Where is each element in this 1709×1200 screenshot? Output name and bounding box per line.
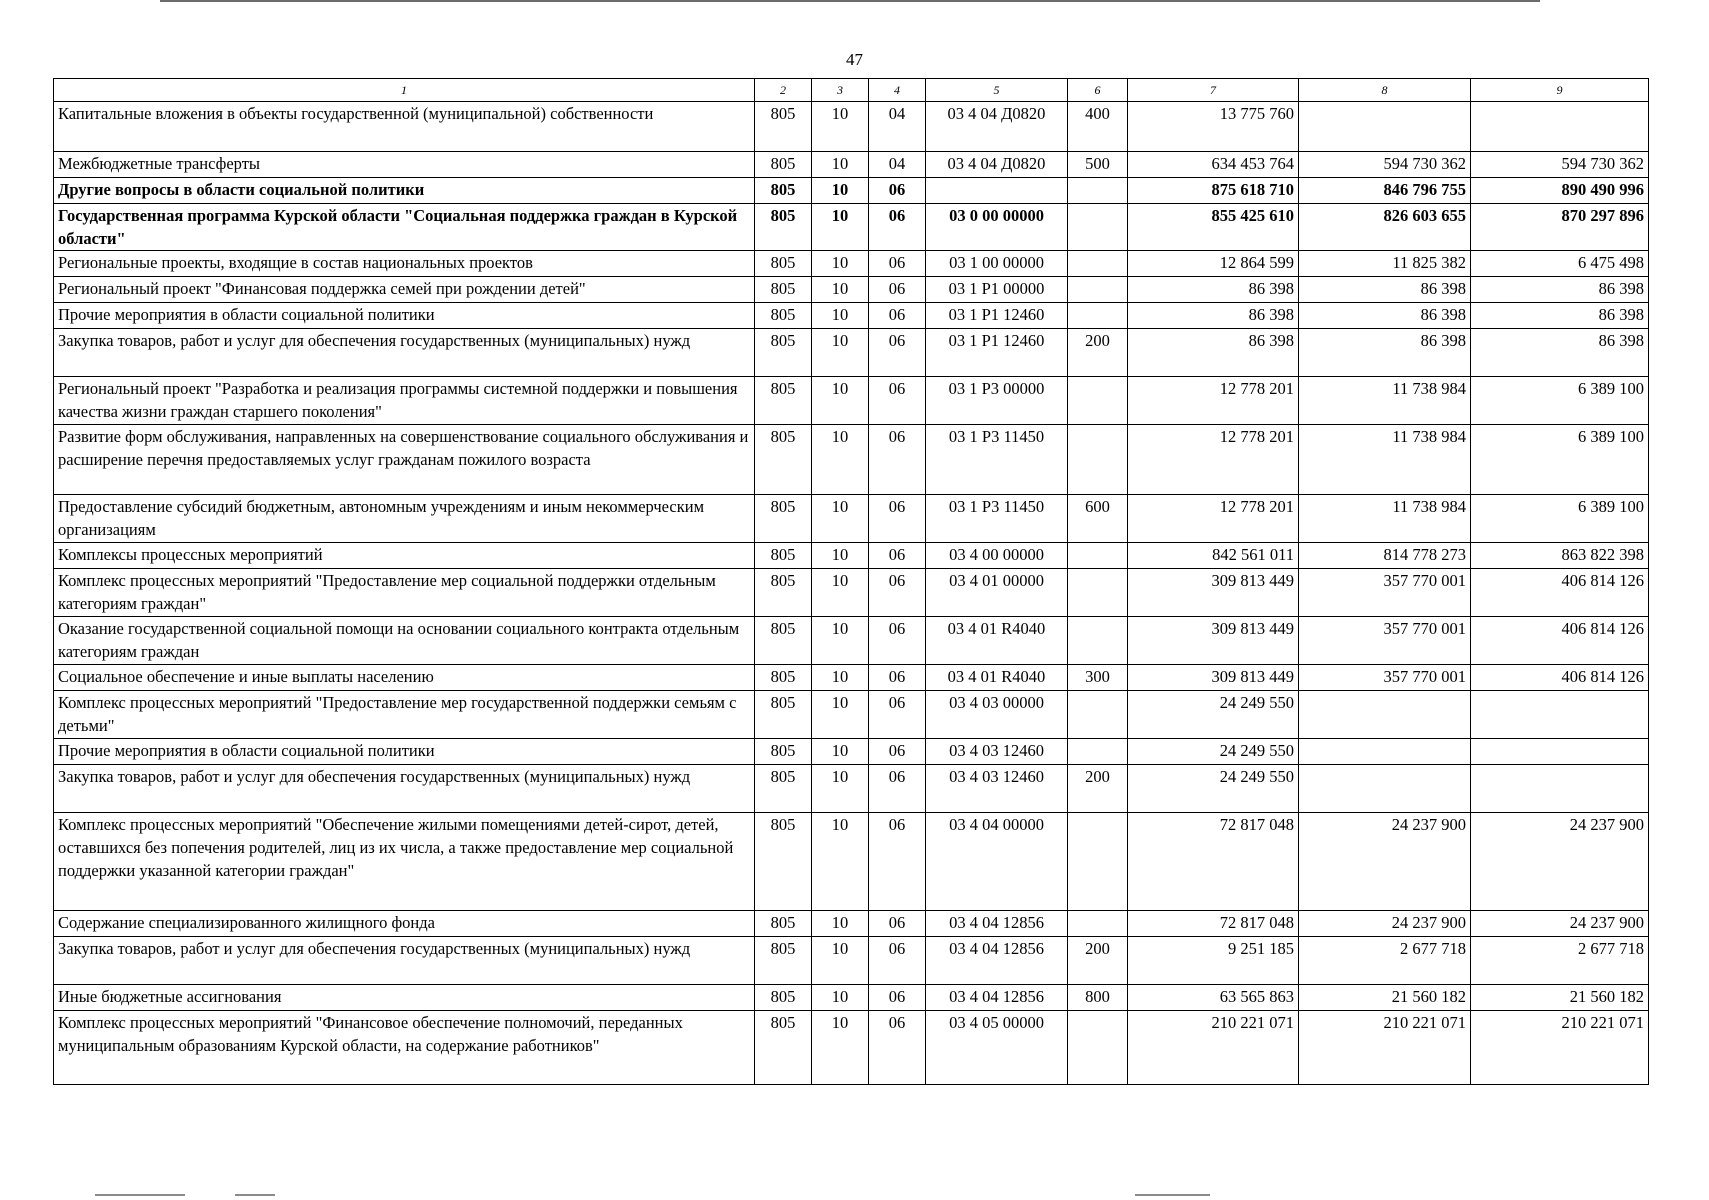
row-code-4: 06 [869, 178, 926, 204]
row-value-9: 406 814 126 [1471, 569, 1649, 617]
row-code-2: 805 [755, 178, 812, 204]
row-code-3: 10 [812, 152, 869, 178]
row-code-5: 03 4 03 12460 [926, 765, 1068, 813]
row-value-8: 86 398 [1299, 329, 1471, 377]
row-code-6: 200 [1068, 937, 1128, 985]
table-row [54, 985, 1649, 1011]
row-code-6 [1068, 911, 1128, 937]
column-header: 9 [1471, 79, 1649, 102]
row-value-8: 357 770 001 [1299, 569, 1471, 617]
row-code-5: 03 4 03 12460 [926, 739, 1068, 765]
table-row [54, 329, 1649, 377]
row-code-5: 03 1 P1 12460 [926, 329, 1068, 377]
row-code-6 [1068, 204, 1128, 251]
table-row [54, 303, 1649, 329]
row-code-3: 10 [812, 425, 869, 495]
row-code-2: 805 [755, 985, 812, 1011]
table-row [54, 617, 1649, 665]
row-name: Прочие мероприятия в области социальной политики [54, 739, 755, 765]
row-code-6 [1068, 303, 1128, 329]
row-name: Иные бюджетные ассигнования [54, 985, 755, 1011]
row-code-3: 10 [812, 303, 869, 329]
row-code-6 [1068, 813, 1128, 911]
row-code-3: 10 [812, 495, 869, 543]
table-row [54, 543, 1649, 569]
row-code-4: 06 [869, 985, 926, 1011]
row-code-5: 03 1 P3 11450 [926, 425, 1068, 495]
row-value-8: 2 677 718 [1299, 937, 1471, 985]
row-value-7: 309 813 449 [1128, 617, 1299, 665]
column-number-row [54, 79, 1649, 102]
row-value-8: 594 730 362 [1299, 152, 1471, 178]
column-header: 2 [755, 79, 812, 102]
row-value-8: 86 398 [1299, 303, 1471, 329]
row-value-7: 24 249 550 [1128, 739, 1299, 765]
row-code-6 [1068, 691, 1128, 739]
row-value-9: 594 730 362 [1471, 152, 1649, 178]
table-row [54, 1011, 1649, 1085]
row-value-9: 6 389 100 [1471, 425, 1649, 495]
row-code-6 [1068, 543, 1128, 569]
row-code-2: 805 [755, 425, 812, 495]
row-code-2: 805 [755, 813, 812, 911]
row-code-6: 300 [1068, 665, 1128, 691]
row-code-3: 10 [812, 377, 869, 425]
row-value-8 [1299, 691, 1471, 739]
table-row [54, 937, 1649, 985]
row-code-4: 06 [869, 1011, 926, 1085]
row-value-7: 72 817 048 [1128, 813, 1299, 911]
row-code-2: 805 [755, 543, 812, 569]
column-header: 1 [54, 79, 755, 102]
row-code-5: 03 4 01 R4040 [926, 617, 1068, 665]
column-header: 4 [869, 79, 926, 102]
row-code-3: 10 [812, 102, 869, 152]
row-code-3: 10 [812, 329, 869, 377]
row-code-2: 805 [755, 739, 812, 765]
row-code-5: 03 4 03 00000 [926, 691, 1068, 739]
page-number: 47 [846, 50, 863, 69]
row-value-8: 21 560 182 [1299, 985, 1471, 1011]
row-code-4: 06 [869, 204, 926, 251]
table-row [54, 495, 1649, 543]
row-code-3: 10 [812, 277, 869, 303]
row-name: Социальное обеспечение и иные выплаты населению [54, 665, 755, 691]
row-code-3: 10 [812, 569, 869, 617]
row-value-7: 12 778 201 [1128, 495, 1299, 543]
row-value-9: 406 814 126 [1471, 665, 1649, 691]
row-code-4: 06 [869, 617, 926, 665]
row-code-5: 03 4 04 Д0820 [926, 102, 1068, 152]
row-value-9: 24 237 900 [1471, 813, 1649, 911]
row-value-7: 210 221 071 [1128, 1011, 1299, 1085]
row-code-2: 805 [755, 329, 812, 377]
row-value-9: 2 677 718 [1471, 937, 1649, 985]
row-name: Предоставление субсидий бюджетным, автономным учреждениям и иным некоммерческим организациям [54, 495, 755, 543]
table-row [54, 739, 1649, 765]
table-row [54, 152, 1649, 178]
row-name: Закупка товаров, работ и услуг для обеспечения государственных (муниципальных) нужд [54, 765, 755, 813]
row-name: Государственная программа Курской области "Социальная поддержка граждан в Курской области" [54, 204, 755, 251]
row-code-5: 03 4 04 12856 [926, 937, 1068, 985]
row-code-5: 03 4 04 12856 [926, 985, 1068, 1011]
row-code-3: 10 [812, 1011, 869, 1085]
row-code-2: 805 [755, 665, 812, 691]
row-code-4: 06 [869, 569, 926, 617]
row-value-8: 210 221 071 [1299, 1011, 1471, 1085]
row-value-8: 11 738 984 [1299, 425, 1471, 495]
row-code-4: 06 [869, 813, 926, 911]
row-value-7: 24 249 550 [1128, 765, 1299, 813]
table-row [54, 813, 1649, 911]
row-value-9: 406 814 126 [1471, 617, 1649, 665]
row-code-2: 805 [755, 152, 812, 178]
row-code-5: 03 1 P3 00000 [926, 377, 1068, 425]
row-value-9 [1471, 739, 1649, 765]
row-value-8: 11 738 984 [1299, 377, 1471, 425]
row-name: Межбюджетные трансферты [54, 152, 755, 178]
row-code-6 [1068, 178, 1128, 204]
table-row [54, 569, 1649, 617]
row-code-2: 805 [755, 1011, 812, 1085]
row-value-7: 9 251 185 [1128, 937, 1299, 985]
row-value-7: 12 778 201 [1128, 377, 1299, 425]
row-value-9: 86 398 [1471, 329, 1649, 377]
row-code-3: 10 [812, 543, 869, 569]
row-code-2: 805 [755, 691, 812, 739]
row-code-2: 805 [755, 765, 812, 813]
row-code-2: 805 [755, 911, 812, 937]
row-code-2: 805 [755, 617, 812, 665]
table-row [54, 665, 1649, 691]
row-code-3: 10 [812, 813, 869, 911]
row-code-5: 03 1 P1 00000 [926, 277, 1068, 303]
column-header: 6 [1068, 79, 1128, 102]
row-code-3: 10 [812, 251, 869, 277]
row-value-7: 875 618 710 [1128, 178, 1299, 204]
row-code-5: 03 1 00 00000 [926, 251, 1068, 277]
row-name: Комплекс процессных мероприятий "Предоставление мер социальной поддержки отдельным категориям граждан" [54, 569, 755, 617]
row-name: Содержание специализированного жилищного фонда [54, 911, 755, 937]
row-name: Региональный проект "Финансовая поддержка семей при рождении детей" [54, 277, 755, 303]
row-value-7: 855 425 610 [1128, 204, 1299, 251]
row-value-8: 826 603 655 [1299, 204, 1471, 251]
row-value-9 [1471, 102, 1649, 152]
row-code-3: 10 [812, 765, 869, 813]
row-code-6: 200 [1068, 329, 1128, 377]
row-value-8: 814 778 273 [1299, 543, 1471, 569]
row-name: Закупка товаров, работ и услуг для обеспечения государственных (муниципальных) нужд [54, 937, 755, 985]
table-row [54, 102, 1649, 152]
row-value-7: 63 565 863 [1128, 985, 1299, 1011]
row-code-3: 10 [812, 617, 869, 665]
row-code-4: 06 [869, 739, 926, 765]
row-value-9 [1471, 691, 1649, 739]
row-value-9: 86 398 [1471, 303, 1649, 329]
row-code-4: 06 [869, 911, 926, 937]
row-code-3: 10 [812, 739, 869, 765]
column-header: 5 [926, 79, 1068, 102]
row-name: Комплекс процессных мероприятий "Финансовое обеспечение полномочий, переданных муниципальным образованиям Курской области, на содержание работников" [54, 1011, 755, 1085]
row-code-2: 805 [755, 937, 812, 985]
row-value-7: 12 778 201 [1128, 425, 1299, 495]
row-name: Прочие мероприятия в области социальной политики [54, 303, 755, 329]
row-code-3: 10 [812, 204, 869, 251]
row-name: Региональные проекты, входящие в состав национальных проектов [54, 251, 755, 277]
row-value-7: 634 453 764 [1128, 152, 1299, 178]
row-code-6 [1068, 277, 1128, 303]
row-code-6: 600 [1068, 495, 1128, 543]
row-code-4: 06 [869, 765, 926, 813]
table-row [54, 425, 1649, 495]
row-code-6 [1068, 251, 1128, 277]
row-value-8: 357 770 001 [1299, 665, 1471, 691]
row-code-5: 03 4 04 Д0820 [926, 152, 1068, 178]
row-code-6 [1068, 569, 1128, 617]
row-value-9: 6 389 100 [1471, 495, 1649, 543]
table-row [54, 178, 1649, 204]
row-code-3: 10 [812, 937, 869, 985]
row-name: Комплекс процессных мероприятий "Обеспечение жилыми помещениями детей-сирот, детей, оставшихся без попечения родителей, лиц из их числа, а также предоставление мер социальной поддержки указанной категории граждан" [54, 813, 755, 911]
row-value-8: 86 398 [1299, 277, 1471, 303]
budget-table [53, 78, 1649, 1085]
row-code-2: 805 [755, 204, 812, 251]
row-value-7: 842 561 011 [1128, 543, 1299, 569]
row-code-6 [1068, 377, 1128, 425]
row-code-5: 03 4 01 R4040 [926, 665, 1068, 691]
row-value-8 [1299, 765, 1471, 813]
row-value-9: 6 389 100 [1471, 377, 1649, 425]
row-code-3: 10 [812, 691, 869, 739]
row-code-2: 805 [755, 102, 812, 152]
row-name: Другие вопросы в области социальной политики [54, 178, 755, 204]
row-value-7: 309 813 449 [1128, 665, 1299, 691]
scan-edge-bottom-left [95, 1194, 185, 1196]
row-value-9 [1471, 765, 1649, 813]
row-code-4: 06 [869, 377, 926, 425]
row-code-6 [1068, 617, 1128, 665]
column-header: 7 [1128, 79, 1299, 102]
row-value-8: 846 796 755 [1299, 178, 1471, 204]
row-value-7: 24 249 550 [1128, 691, 1299, 739]
row-code-4: 06 [869, 303, 926, 329]
row-code-6: 800 [1068, 985, 1128, 1011]
row-code-3: 10 [812, 985, 869, 1011]
row-code-6 [1068, 739, 1128, 765]
row-value-9: 6 475 498 [1471, 251, 1649, 277]
row-code-5 [926, 178, 1068, 204]
row-code-3: 10 [812, 911, 869, 937]
scan-edge-top [160, 0, 1540, 2]
row-code-5: 03 4 01 00000 [926, 569, 1068, 617]
row-code-2: 805 [755, 303, 812, 329]
table-row [54, 765, 1649, 813]
row-value-9: 24 237 900 [1471, 911, 1649, 937]
row-code-6: 200 [1068, 765, 1128, 813]
row-value-7: 86 398 [1128, 277, 1299, 303]
table-row [54, 911, 1649, 937]
column-header: 3 [812, 79, 869, 102]
row-name: Развитие форм обслуживания, направленных на совершенствование социального обслуживания и расширение перечня предоставляемых услуг гражданам пожилого возраста [54, 425, 755, 495]
row-value-7: 309 813 449 [1128, 569, 1299, 617]
row-value-9: 890 490 996 [1471, 178, 1649, 204]
row-code-3: 10 [812, 665, 869, 691]
row-code-6 [1068, 425, 1128, 495]
row-value-9: 21 560 182 [1471, 985, 1649, 1011]
row-name: Региональный проект "Разработка и реализация программы системной поддержки и повышения качества жизни граждан старшего поколения" [54, 377, 755, 425]
table-body [54, 102, 1649, 1085]
table-row [54, 251, 1649, 277]
table-row [54, 277, 1649, 303]
row-value-8: 357 770 001 [1299, 617, 1471, 665]
row-code-4: 06 [869, 543, 926, 569]
row-code-2: 805 [755, 251, 812, 277]
row-name: Оказание государственной социальной помощи на основании социального контракта отдельным категориям граждан [54, 617, 755, 665]
row-value-8 [1299, 102, 1471, 152]
row-code-4: 06 [869, 495, 926, 543]
row-code-5: 03 1 P3 11450 [926, 495, 1068, 543]
row-code-6: 400 [1068, 102, 1128, 152]
row-code-2: 805 [755, 495, 812, 543]
row-code-2: 805 [755, 377, 812, 425]
row-value-7: 13 775 760 [1128, 102, 1299, 152]
row-code-4: 06 [869, 691, 926, 739]
row-value-7: 86 398 [1128, 303, 1299, 329]
row-value-7: 86 398 [1128, 329, 1299, 377]
row-code-4: 06 [869, 425, 926, 495]
row-name: Комплекс процессных мероприятий "Предоставление мер государственной поддержки семьям с детьми" [54, 691, 755, 739]
row-code-4: 04 [869, 102, 926, 152]
row-code-5: 03 4 04 12856 [926, 911, 1068, 937]
row-name: Комплексы процессных мероприятий [54, 543, 755, 569]
row-value-8 [1299, 739, 1471, 765]
row-code-4: 06 [869, 277, 926, 303]
row-code-2: 805 [755, 569, 812, 617]
row-code-4: 06 [869, 329, 926, 377]
row-code-4: 06 [869, 937, 926, 985]
row-value-9: 870 297 896 [1471, 204, 1649, 251]
row-value-8: 11 738 984 [1299, 495, 1471, 543]
row-code-5: 03 4 05 00000 [926, 1011, 1068, 1085]
table-row [54, 377, 1649, 425]
row-code-5: 03 0 00 00000 [926, 204, 1068, 251]
row-value-8: 24 237 900 [1299, 813, 1471, 911]
row-code-4: 06 [869, 665, 926, 691]
row-value-8: 24 237 900 [1299, 911, 1471, 937]
table-row [54, 691, 1649, 739]
row-value-7: 12 864 599 [1128, 251, 1299, 277]
row-value-9: 863 822 398 [1471, 543, 1649, 569]
row-code-5: 03 4 04 00000 [926, 813, 1068, 911]
row-code-2: 805 [755, 277, 812, 303]
row-name: Закупка товаров, работ и услуг для обеспечения государственных (муниципальных) нужд [54, 329, 755, 377]
row-name: Капитальные вложения в объекты государственной (муниципальной) собственности [54, 102, 755, 152]
row-code-6: 500 [1068, 152, 1128, 178]
row-code-6 [1068, 1011, 1128, 1085]
row-code-3: 10 [812, 178, 869, 204]
row-value-9: 210 221 071 [1471, 1011, 1649, 1085]
table-row [54, 204, 1649, 251]
row-code-4: 04 [869, 152, 926, 178]
row-value-7: 72 817 048 [1128, 911, 1299, 937]
row-code-5: 03 1 P1 12460 [926, 303, 1068, 329]
scan-edge-bottom-right [1135, 1194, 1210, 1196]
row-value-9: 86 398 [1471, 277, 1649, 303]
column-header: 8 [1299, 79, 1471, 102]
row-code-5: 03 4 00 00000 [926, 543, 1068, 569]
row-value-8: 11 825 382 [1299, 251, 1471, 277]
scan-edge-bottom-left-short [235, 1194, 275, 1196]
row-code-4: 06 [869, 251, 926, 277]
